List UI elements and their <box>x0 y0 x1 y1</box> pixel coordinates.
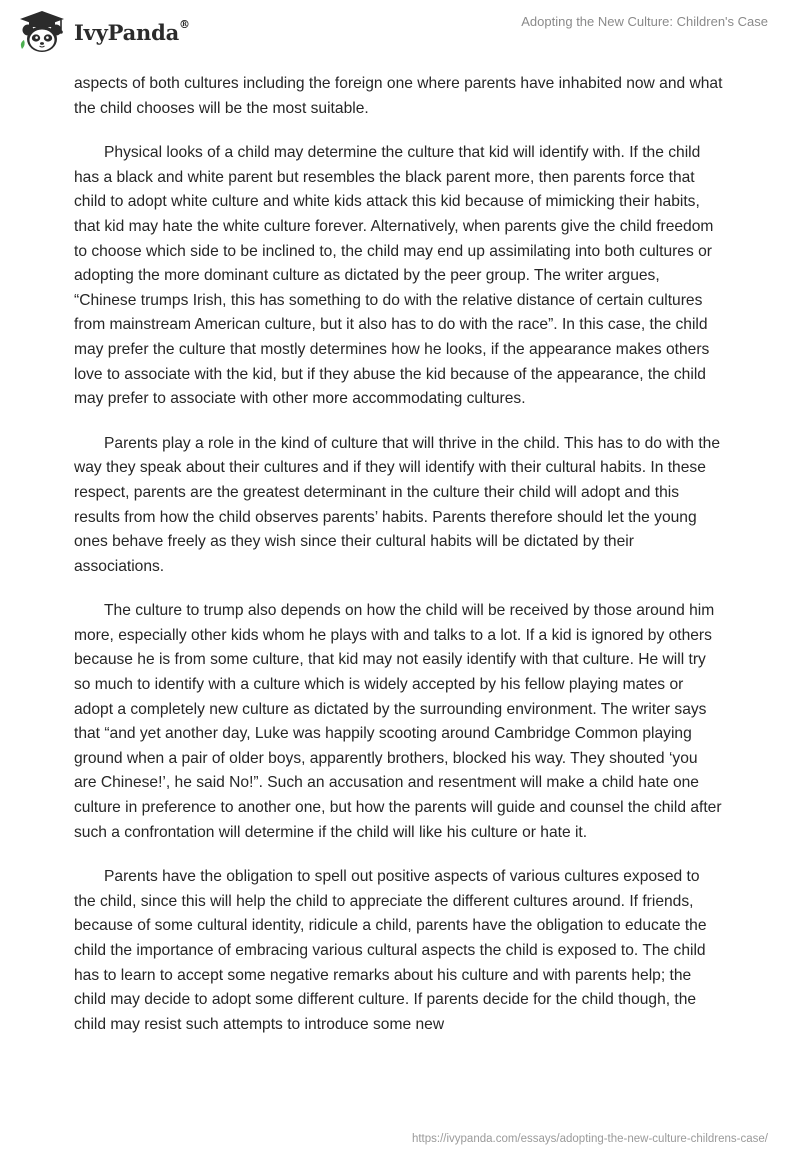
paragraph: Parents play a role in the kind of culture that will thrive in the child. This has to do with the way they speak about their cultures and if they will identify with their cultural habits. In these respect, parents are the greatest determinant in the culture their child will adopt and this results from how the child observes parents’ habits. Parents therefore should let the young ones behave freely as they wish since their cultural habits will be dictated by their associations. <box>74 434 720 575</box>
registered-mark: ® <box>179 17 190 31</box>
paragraph: The culture to trump also depends on how the child will be received by those around him more, especially other kids whom he plays with and talks to a lot. If a kid is ignored by others because he is from some culture, that kid may not easily identify with that culture. He will try so much to identify with a culture which is widely accepted by his fellow playing mates or adopt a completely new culture as dictated by the surrounding environment. The writer says that “and yet another day, Luke was happily scooting around Cambridge Common playing ground when a pair of older boys, apparently brothers, blocked his way. They shouted ‘you are Chinese!’, he said No!”. Such an accusation and resentment will make a child hate one culture in preference to another one, but how the parents will guide and counsel the child after such a confrontation will determine if the child will like his culture or hate it. <box>74 602 722 841</box>
panda-graduate-icon <box>16 9 68 55</box>
paragraph: Parents have the obligation to spell out positive aspects of various cultures exposed to the child, since this will help the child to appreciate the different cultures around. If friends, because of some cultural identity, ridicule a child, parents have the obligation to educate the child the importance of embracing various cultural aspects the child is exposed to. The child has to learn to accept some negative remarks about his culture and with parents help; the child may decide to adopt some different culture. If parents decide for the child though, the child may resist such attempts to introduce some new <box>74 868 707 1033</box>
ivypanda-logo[interactable] <box>16 8 190 56</box>
essay-body <box>74 72 724 1057</box>
paragraph: aspects of both cultures including the foreign one where parents have inhabited now and what the child chooses will be the most suitable. <box>74 75 723 117</box>
document-title: Adopting the New Culture: Children's Case <box>521 14 768 29</box>
logo-text: IvyPanda <box>74 19 180 45</box>
logo-wordmark <box>74 17 190 45</box>
page-header <box>0 0 800 70</box>
source-url-link[interactable]: https://ivypanda.com/essays/adopting-the-new-culture-childrens-case/ <box>411 1133 768 1145</box>
paragraph: Physical looks of a child may determine the culture that kid will identify with. If the child has a black and white parent but resembles the black parent more, then parents force that child to adopt white culture and white kids attack this kid because of mimicking their habits, that kid may hate the white culture forever. Alternatively, when parents give the child freedom to choose which side to be inclined to, the child may end up assimilating into both cultures or adopting the more dominant culture as dictated by the peer group. The writer argues, “Chinese trumps Irish, this has something to do with the relative distance of certain cultures from mainstream American culture, but it also has to do with the race”. In this case, the child may prefer the culture that mostly determines how he looks, if the appearance makes others love to associate with the kid, but if they abuse the kid because of the appearance, the child may prefer to associate with other more accommodating cultures. <box>74 144 714 408</box>
